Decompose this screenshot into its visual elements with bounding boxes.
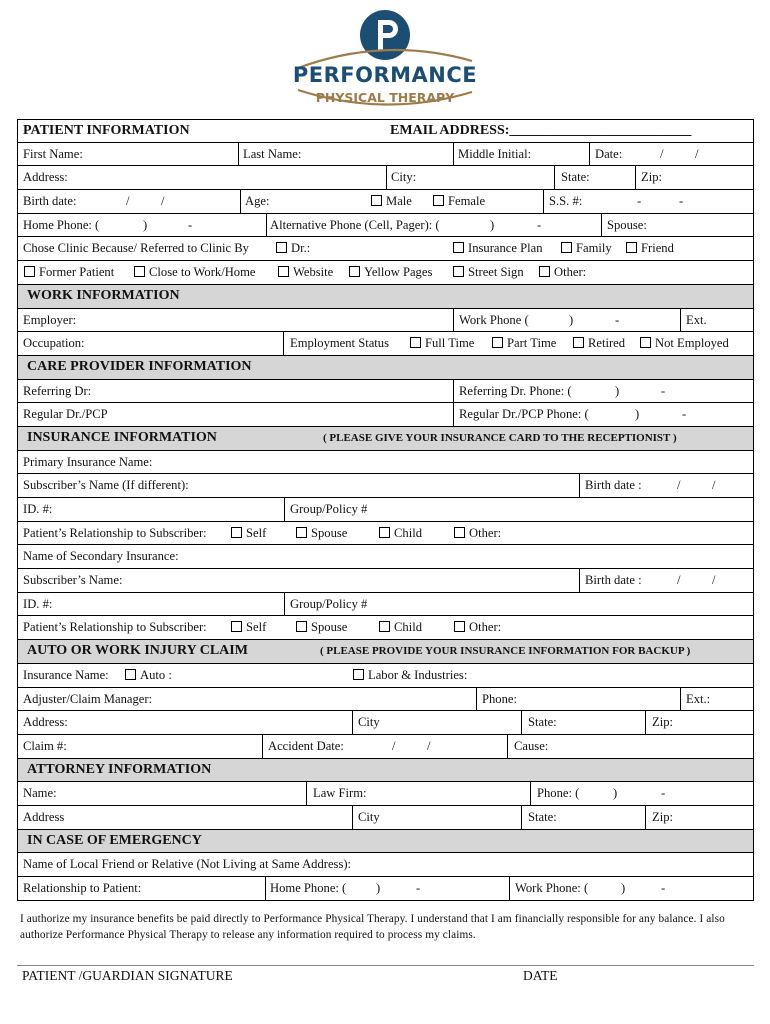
close-to-work-option[interactable]: Close to Work/Home [134,261,256,283]
ssn-field[interactable]: S.S. #: [549,194,583,209]
work-phone-field[interactable]: Work Phone ( [459,312,529,327]
male-checkbox[interactable] [371,195,382,206]
referral-row [17,237,754,261]
relationship-label: Patient’s Relationship to Subscriber: [23,525,207,540]
friend-checkbox[interactable] [626,242,637,253]
regular-dr-field[interactable]: Regular Dr./PCP [23,407,108,422]
secondary-relationship-row [17,616,754,640]
claim-number-field[interactable]: Claim #: [23,738,67,753]
auto-state-field[interactable]: State: [528,715,557,730]
referring-dr-field[interactable]: Referring Dr: [23,383,92,398]
self-checkbox[interactable] [231,621,242,632]
middle-initial-field[interactable]: Middle Initial: [458,146,532,161]
auto-address-row [17,711,754,735]
home-phone-field[interactable]: Home Phone: ( [23,217,100,232]
work-section-heading: WORK INFORMATION [27,287,180,303]
other-option[interactable]: Other: [539,261,586,283]
law-firm-field[interactable]: Law Firm: [313,786,367,801]
emergency-relationship-row: Relationship to Patient: Home Phone: ( ) - Work Phone: ( ) - [17,877,754,901]
auto-city-field[interactable]: City [358,715,380,730]
adjuster-row [17,688,754,712]
primary-group-field[interactable]: Group/Policy # [290,502,368,516]
subscriber-name-field[interactable]: Subscriber’s Name (If different): [23,478,189,493]
auto-option[interactable]: Auto : [125,664,172,686]
authorization-statement: I authorize my insurance benefits be paid directly to Performance Physical Therapy. I understand that I am financially responsible for any balance. I also authorize Performance Physical Therapy to release any information required to process my claims. [20,913,725,941]
address-row [17,166,754,190]
care-heading-row [17,356,754,380]
website-checkbox[interactable] [278,266,289,277]
self-checkbox[interactable] [231,527,242,538]
patient-signature-label[interactable]: PATIENT /GUARDIAN SIGNATURE [22,968,233,983]
occupation-row [17,332,754,356]
email-address-field[interactable]: EMAIL ADDRESS:__________________________ [390,123,692,138]
emergency-contact-field[interactable]: Name of Local Friend or Relative (Not Living at Same Address): [23,857,352,872]
company-logo [0,6,770,110]
secondary-subscriber-field[interactable]: Subscriber’s Name: [23,573,123,588]
former-patient-checkbox[interactable] [24,266,35,277]
emergency-heading-row [17,830,754,854]
dr-checkbox[interactable] [276,242,287,253]
city-field[interactable]: City: [391,170,417,185]
zip-field[interactable]: Zip: [641,170,662,185]
insurance-section-heading: INSURANCE INFORMATION [27,429,217,445]
state-field[interactable]: State: [561,170,590,185]
street-sign-checkbox[interactable] [453,266,464,277]
attorney-phone-field[interactable]: Phone: ( [537,786,580,801]
auto-section-heading: AUTO OR WORK INJURY CLAIM [27,643,248,659]
dr-option[interactable]: Dr.: [276,237,310,259]
website-option[interactable]: Website [278,261,333,283]
primary-insurance-field[interactable]: Primary Insurance Name: [23,454,153,469]
former-patient-option[interactable]: Former Patient [24,261,114,283]
work-heading-row [17,285,754,309]
insurance-note: ( PLEASE GIVE YOUR INSURANCE CARD TO THE RECEPTIONIST ) [323,431,677,444]
occupation-field[interactable]: Occupation: [23,336,85,351]
not-employed-checkbox[interactable] [640,337,651,348]
patient-heading-row [17,119,754,143]
birth-date-field[interactable]: Birth date: [23,194,77,209]
self-option[interactable]: Self [231,522,266,544]
signature-date-label[interactable]: DATE [523,968,558,983]
age-field[interactable]: Age: [245,194,270,209]
primary-id-field[interactable]: ID. #: [23,502,53,516]
child-option[interactable]: Child [379,522,422,544]
secondary-group-field[interactable]: Group/Policy # [290,596,368,611]
attorney-name-field[interactable]: Name: [23,786,57,801]
attorney-heading-row [17,759,754,783]
first-name-field[interactable]: First Name: [23,146,83,161]
labor-industries-checkbox[interactable] [353,669,364,680]
labor-industries-option[interactable]: Labor & Industries: [353,664,467,686]
referring-dr-phone-field[interactable]: Referring Dr. Phone: ( [459,383,572,398]
not-employed-option[interactable]: Not Employed [640,332,729,354]
female-checkbox[interactable] [433,195,444,206]
secondary-birth-date-field[interactable]: Birth date : [585,573,642,588]
emergency-work-phone-field[interactable]: Work Phone: ( [515,881,589,895]
other-relationship-checkbox[interactable] [454,621,465,632]
close-to-work-checkbox[interactable] [134,266,145,277]
employment-status-label: Employment Status [290,336,389,351]
chose-clinic-label: Chose Clinic Because/ Referred to Clinic By [23,241,249,256]
attorney-section-heading: ATTORNEY INFORMATION [27,761,212,777]
adjuster-field[interactable]: Adjuster/Claim Manager: [23,691,153,706]
other-relationship-option[interactable]: Other: [454,616,501,638]
female-option[interactable]: Female [433,190,485,212]
auto-checkbox[interactable] [125,669,136,680]
part-time-checkbox[interactable] [492,337,503,348]
primary-insurance-row [17,451,754,475]
last-name-field[interactable]: Last Name: [243,146,302,161]
street-sign-option[interactable]: Street Sign [453,261,524,283]
primary-id-row [17,498,754,522]
date-field[interactable]: Date: [595,146,623,161]
yellow-pages-option[interactable]: Yellow Pages [349,261,432,283]
insurance-plan-option[interactable]: Insurance Plan [453,237,543,259]
claim-row: Claim #: Accident Date: / / Cause: [17,735,754,759]
auto-insurance-label: Insurance Name: [23,667,109,682]
part-time-option[interactable]: Part Time [492,332,556,354]
brand-top: PERFORMANCE [292,63,478,87]
other-relationship-option[interactable]: Other: [454,522,501,544]
address-field[interactable]: Address: [23,170,68,185]
relationship-label: Patient’s Relationship to Subscriber: [23,620,207,635]
secondary-subscriber-row: Subscriber’s Name: Birth date : / / [17,569,754,593]
birth-row: Birth date: / / Age: Male Female S.S. #: - - [17,190,754,214]
retired-checkbox[interactable] [573,337,584,348]
insurance-heading-row [17,427,754,451]
alternative-phone-field[interactable]: Alternative Phone (Cell, Pager): ( [270,217,440,232]
employer-row: Employer: Work Phone ( ) - Ext. [17,309,754,333]
phone-row: Home Phone: ( ) - Alternative Phone (Cell, Pager): ( ) - Spouse: [17,214,754,238]
auto-heading-row [17,640,754,664]
secondary-id-row [17,593,754,617]
referring-dr-row: Referring Dr: Referring Dr. Phone: ( ) - [17,380,754,404]
subscriber-birth-date-field[interactable]: Birth date : [585,478,642,493]
attorney-address-field[interactable]: Address [23,809,65,824]
attorney-state-field[interactable]: State: [528,809,557,824]
other-checkbox[interactable] [539,266,550,277]
spouse-checkbox[interactable] [296,527,307,538]
friend-option[interactable]: Friend [626,237,674,259]
other-relationship-checkbox[interactable] [454,527,465,538]
emergency-home-phone-field[interactable]: Home Phone: ( [270,881,347,895]
referral-source-row [17,261,754,285]
regular-dr-row: Regular Dr./PCP Regular Dr./PCP Phone: ( ) - [17,403,754,427]
name-row: First Name: Last Name: Middle Initial: Date: / / [17,143,754,167]
care-section-heading: CARE PROVIDER INFORMATION [27,358,252,374]
secondary-insurance-row [17,545,754,569]
insurance-plan-checkbox[interactable] [453,242,464,253]
cause-field[interactable]: Cause: [514,738,549,753]
secondary-id-field[interactable]: ID. #: [23,596,53,611]
accident-date-field[interactable]: Accident Date: [268,738,344,753]
child-option[interactable]: Child [379,616,422,638]
spouse-option[interactable]: Spouse [296,522,347,544]
work-ext-field[interactable]: Ext. [686,312,707,327]
self-option[interactable]: Self [231,616,266,638]
attorney-zip-field[interactable]: Zip: [652,809,673,824]
full-time-checkbox[interactable] [410,337,421,348]
family-checkbox[interactable] [561,242,572,253]
regular-dr-phone-field[interactable]: Regular Dr./PCP Phone: ( [459,407,589,422]
child-checkbox[interactable] [379,621,390,632]
attorney-name-row: Name: Law Firm: Phone: ( ) - [17,782,754,806]
patient-section-heading: PATIENT INFORMATION [23,123,190,138]
retired-option[interactable]: Retired [573,332,625,354]
attorney-city-field[interactable]: City [358,809,380,824]
auto-zip-field[interactable]: Zip: [652,715,673,730]
family-option[interactable]: Family [561,237,612,259]
subscriber-row: Subscriber’s Name (If different): Birth date : / / [17,474,754,498]
intake-form [17,119,754,901]
employer-field[interactable]: Employer: [23,312,77,327]
signature-line [17,965,754,966]
emergency-section-heading: IN CASE OF EMERGENCY [27,832,202,848]
child-checkbox[interactable] [379,527,390,538]
secondary-insurance-field[interactable]: Name of Secondary Insurance: [23,549,179,564]
spouse-checkbox[interactable] [296,621,307,632]
primary-relationship-row [17,522,754,546]
emergency-contact-row [17,853,754,877]
full-time-option[interactable]: Full Time [410,332,474,354]
spouse-field[interactable]: Spouse: [607,217,647,232]
auto-note: ( PLEASE PROVIDE YOUR INSURANCE INFORMATION FOR BACKUP ) [320,645,691,658]
auto-insurance-row [17,664,754,688]
auto-address-field[interactable]: Address: [23,715,68,730]
emergency-relationship-field[interactable]: Relationship to Patient: [23,881,142,895]
adjuster-phone-field[interactable]: Phone: [482,691,517,706]
yellow-pages-checkbox[interactable] [349,266,360,277]
adjuster-ext-field[interactable]: Ext.: [686,691,711,706]
attorney-address-row [17,806,754,830]
brand-bottom: PHYSICAL THERAPY [315,90,455,105]
spouse-option[interactable]: Spouse [296,616,347,638]
male-option[interactable]: Male [371,190,412,212]
